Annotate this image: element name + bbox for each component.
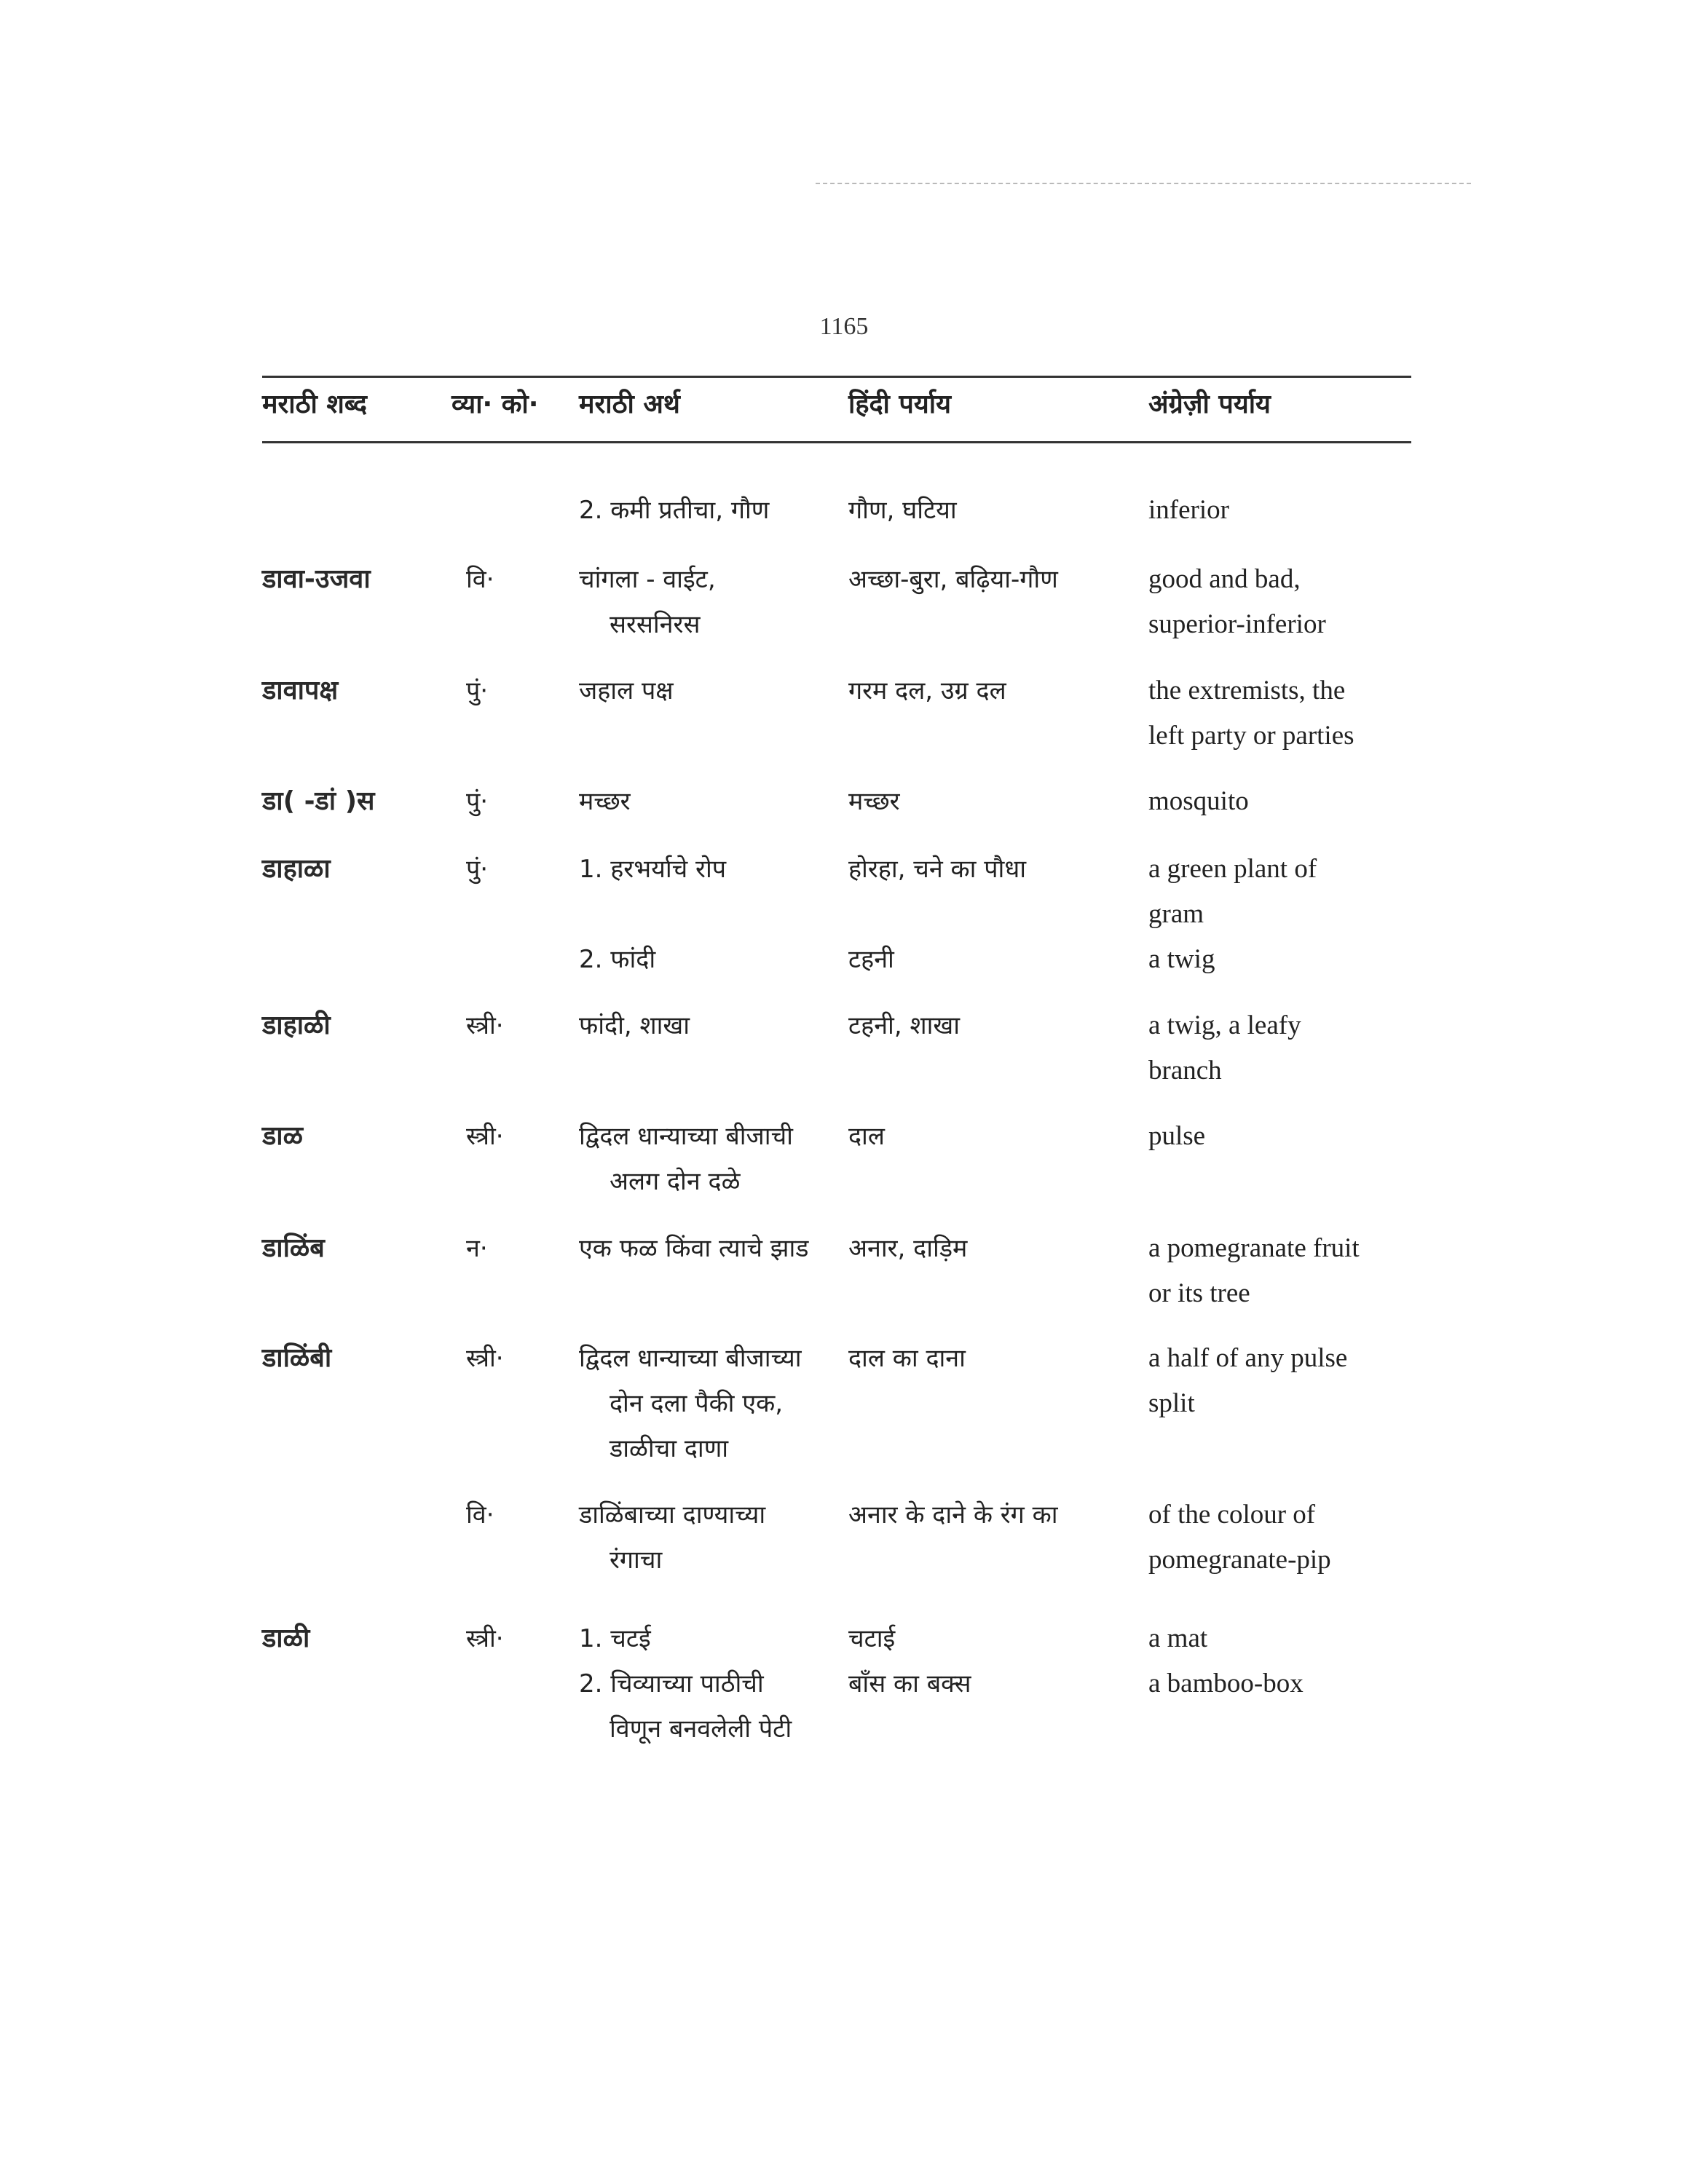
english-synonym <box>1148 1492 1432 1583</box>
english-synonym-line: good and bad, <box>1148 564 1301 594</box>
headword <box>262 1114 430 1159</box>
marathi-meaning-line: दोन दला पैकी एक, <box>610 1389 784 1418</box>
marathi-meaning <box>579 668 856 713</box>
marathi-meaning <box>579 937 856 982</box>
hindi-synonym <box>848 937 1132 982</box>
headword <box>262 668 430 713</box>
hindi-synonym <box>848 1492 1132 1538</box>
grammar-label <box>466 557 553 602</box>
hindi-synonym-line: गरम दल, उग्र दल <box>848 676 1006 705</box>
hindi-synonym <box>848 557 1132 602</box>
marathi-meaning <box>579 1336 856 1471</box>
grammar-label-line: स्त्री· <box>466 1344 504 1373</box>
english-synonym-line: gram <box>1148 899 1204 929</box>
grammar-label-line: स्त्री· <box>466 1624 504 1653</box>
marathi-meaning-line: 1. चटई <box>579 1624 651 1653</box>
hindi-synonym <box>848 1616 1132 1706</box>
english-synonym-line: left party or parties <box>1148 721 1354 751</box>
marathi-meaning-line: मच्छर <box>579 787 631 816</box>
english-synonym <box>1148 668 1432 759</box>
hindi-synonym <box>848 779 1132 824</box>
grammar-label <box>466 1616 553 1661</box>
grammar-label <box>466 1003 553 1048</box>
hindi-synonym <box>848 488 1132 533</box>
headword <box>262 1226 430 1271</box>
grammar-label <box>466 1226 553 1271</box>
hindi-synonym-line: अनार, दाड़िम <box>848 1234 968 1263</box>
marathi-meaning <box>579 1003 856 1048</box>
marathi-meaning <box>579 779 856 824</box>
marathi-meaning-line: डाळिंबाच्या दाण्याच्या <box>579 1500 766 1530</box>
english-synonym-line: pulse <box>1148 1121 1206 1151</box>
hindi-synonym-line: दाल <box>848 1122 885 1151</box>
hindi-synonym-line: अच्छा-बुरा, बढ़िया-गौण <box>848 565 1058 594</box>
hindi-synonym-line: चटाई <box>848 1624 896 1653</box>
english-synonym <box>1148 1226 1432 1316</box>
marathi-meaning-line: सरसनिरस <box>610 610 701 639</box>
english-synonym <box>1148 488 1432 533</box>
grammar-label-line: न· <box>466 1234 488 1263</box>
marathi-meaning <box>579 1492 856 1583</box>
english-synonym-line: a mat <box>1148 1623 1208 1653</box>
hindi-synonym <box>848 668 1132 713</box>
english-synonym-line: a half of any pulse <box>1148 1343 1348 1373</box>
header-marathi-word: मराठी शब्द <box>262 389 367 419</box>
marathi-meaning <box>579 557 856 647</box>
english-synonym <box>1148 1616 1432 1706</box>
hindi-synonym-line: टहनी, शाखा <box>848 1011 961 1040</box>
headword-line: डाहाळी <box>262 1010 331 1040</box>
grammar-label <box>466 1336 553 1381</box>
marathi-meaning-line: फांदी, शाखा <box>579 1011 690 1040</box>
headword <box>262 1003 430 1048</box>
english-synonym-line: of the colour of <box>1148 1500 1316 1530</box>
english-synonym-line: inferior <box>1148 495 1229 525</box>
grammar-label-line: पुं· <box>466 676 489 705</box>
grammar-label-line: स्त्री· <box>466 1122 504 1151</box>
english-synonym-line: a twig <box>1148 944 1215 974</box>
hindi-synonym-line: दाल का दाना <box>848 1344 966 1373</box>
english-synonym-line: split <box>1148 1388 1195 1418</box>
english-synonym-line: pomegranate-pip <box>1148 1545 1331 1575</box>
marathi-meaning-line: जहाल पक्ष <box>579 676 674 705</box>
hindi-synonym <box>848 1114 1132 1159</box>
english-synonym <box>1148 1336 1432 1426</box>
marathi-meaning-line: एक फळ किंवा त्याचे झाड <box>579 1234 809 1263</box>
marathi-meaning-line: द्विदल धान्याच्या बीजाच्या <box>579 1344 802 1373</box>
english-synonym <box>1148 779 1432 824</box>
hindi-synonym-line: मच्छर <box>848 787 900 816</box>
english-synonym-line: or its tree <box>1148 1278 1250 1308</box>
headword-line: डावा-उजवा <box>262 564 371 594</box>
marathi-meaning <box>579 847 856 892</box>
hindi-synonym-line: टहनी <box>848 945 894 974</box>
english-synonym-line: branch <box>1148 1056 1222 1085</box>
grammar-label <box>466 1114 553 1159</box>
headword-line: डाहाळा <box>262 854 331 884</box>
english-synonym-line: a twig, a leafy <box>1148 1010 1301 1040</box>
headword <box>262 779 430 824</box>
english-synonym-line: a pomegranate fruit <box>1148 1233 1360 1263</box>
english-synonym-line: the extremists, the <box>1148 676 1346 705</box>
marathi-meaning-line: 1. हरभर्याचे रोप <box>579 855 727 884</box>
hindi-synonym-line: अनार के दाने के रंग का <box>848 1500 1058 1530</box>
headword <box>262 557 430 602</box>
headword-line: डाळिंब <box>262 1233 325 1263</box>
english-synonym <box>1148 847 1432 937</box>
header-grammar: व्या· को· <box>451 389 539 419</box>
english-synonym-line: mosquito <box>1148 786 1249 816</box>
grammar-label-line: स्त्री· <box>466 1011 504 1040</box>
marathi-meaning-line: 2. चिव्याच्या पाठीची <box>579 1669 764 1698</box>
header-marathi-meaning: मराठी अर्थ <box>579 389 680 419</box>
marathi-meaning-line: विणून बनवलेली पेटी <box>610 1714 792 1744</box>
hindi-synonym <box>848 1003 1132 1048</box>
marathi-meaning-line: रंगाचा <box>610 1546 663 1575</box>
hindi-synonym <box>848 1336 1132 1381</box>
marathi-meaning-line: अलग दोन दळे <box>610 1167 741 1196</box>
hindi-synonym-line: गौण, घटिया <box>848 496 957 525</box>
english-synonym-line: a green plant of <box>1148 854 1317 884</box>
grammar-label <box>466 779 553 824</box>
english-synonym-line: a bamboo-box <box>1148 1669 1304 1698</box>
marathi-meaning <box>579 488 856 533</box>
hindi-synonym <box>848 1226 1132 1271</box>
page-number: 1165 <box>819 313 869 340</box>
marathi-meaning-line: डाळीचा दाणा <box>610 1434 729 1463</box>
marathi-meaning <box>579 1616 856 1752</box>
headword-line: डावापक्ष <box>262 676 339 705</box>
grammar-label-line: पुं· <box>466 787 489 816</box>
english-synonym <box>1148 557 1432 647</box>
headword-line: डाळ <box>262 1121 303 1151</box>
marathi-meaning-line: द्विदल धान्याच्या बीजाची <box>579 1122 793 1151</box>
english-synonym <box>1148 1114 1432 1159</box>
marathi-meaning-line: 2. फांदी <box>579 945 656 974</box>
english-synonym-line: superior-inferior <box>1148 609 1326 639</box>
grammar-label <box>466 847 553 892</box>
headword <box>262 847 430 892</box>
marathi-meaning <box>579 1114 856 1204</box>
marathi-meaning-line: 2. कमी प्रतीचा, गौण <box>579 496 770 525</box>
grammar-label-line: वि· <box>466 565 494 594</box>
headword <box>262 1616 430 1661</box>
hindi-synonym-line: बाँस का बक्स <box>848 1669 971 1698</box>
grammar-label-line: पुं· <box>466 855 489 884</box>
headword-line: डाळी <box>262 1623 310 1653</box>
hindi-synonym-line: होरहा, चने का पौधा <box>848 855 1027 884</box>
headword-line: डा( -डां )स <box>262 786 375 816</box>
marathi-meaning <box>579 1226 856 1271</box>
grammar-label-line: वि· <box>466 1500 494 1530</box>
marathi-meaning-line: चांगला - वाईट, <box>579 565 716 594</box>
grammar-label <box>466 668 553 713</box>
english-synonym <box>1148 1003 1432 1093</box>
english-synonym <box>1148 937 1432 982</box>
header-hindi-synonym: हिंदी पर्याय <box>848 389 951 419</box>
header-english-synonym: अंग्रेज़ी पर्याय <box>1148 389 1271 419</box>
grammar-label <box>466 1492 553 1538</box>
headword <box>262 1336 430 1381</box>
headword-line: डाळिंबी <box>262 1343 332 1373</box>
hindi-synonym <box>848 847 1132 892</box>
